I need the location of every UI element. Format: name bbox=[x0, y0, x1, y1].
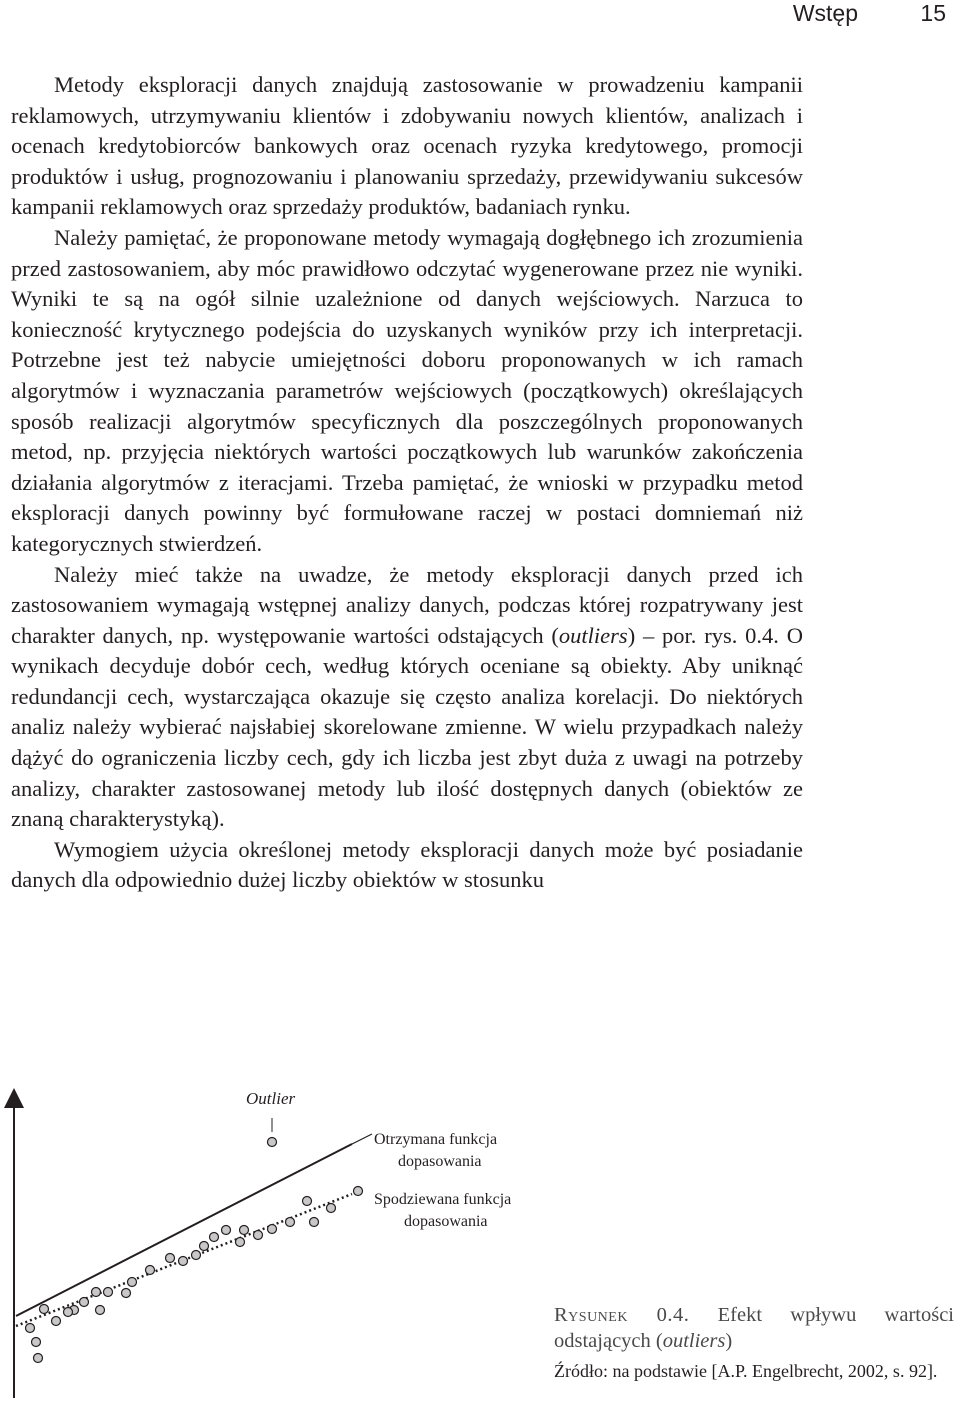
data-points bbox=[26, 1138, 363, 1363]
data-point bbox=[354, 1187, 363, 1196]
expected-function-label-line2: dopasowania bbox=[404, 1213, 488, 1230]
figure-source: Źródło: na podstawie [A.P. Engelbrecht, 2002, s. 92]. bbox=[554, 1361, 938, 1381]
data-point bbox=[192, 1251, 201, 1260]
paragraph-3-part-a: Należy mieć także na uwadze, że metody eksploracji danych przed ich zastosowaniem wymagają wstępnej analizy danych, podczas której rozpatrywany jest charakter danych, np. występowanie wartości odstających ( bbox=[11, 561, 803, 648]
data-point bbox=[52, 1317, 61, 1326]
paragraph-2: Należy pamiętać, że proponowane metody wymagają dogłębnego ich zrozumienia przed zastosowaniem, aby móc prawidłowo odczytać wygenerowane przez nie wyniki. Wyniki te są na ogół silnie uzależnione od danych wejściowych. Narzuca to konieczność krytycznego podejścia do uzyskanych wyników przy ich interpretacji. Potrzebne jest też nabycie umiejętności doboru proponowanych w ich ramach algorytmów i wyznaczania parametrów wejściowych (początkowych) określających sposób realizacji algorytmów specyficznych dla poszczególnych proponowanych metod, np. przyjęcia niektórych wartości początkowych lub warunków zakończenia działania algorytmów z iteracjami. Trzeba pamiętać, że wnioski w przypadku metod eksploracji danych powinny być formułowane raczej w postaci domniemań niż kategorycznych stwierdzeń. bbox=[11, 224, 803, 556]
data-point bbox=[240, 1226, 249, 1235]
data-point bbox=[210, 1233, 219, 1242]
outliers-term: outliers bbox=[558, 622, 628, 648]
outlier-label: Outlier bbox=[246, 1089, 296, 1108]
data-point bbox=[40, 1305, 49, 1314]
data-point bbox=[64, 1308, 73, 1317]
data-point bbox=[104, 1288, 113, 1297]
fitted-function-label-line2: dopasowania bbox=[398, 1153, 482, 1170]
figure-caption bbox=[554, 1302, 954, 1354]
paragraph-4: Wymogiem użycia określonej metody eksploracji danych może być posiadanie danych dla odpowiednio dużej liczby obiektów w stosunku bbox=[11, 836, 803, 893]
data-point bbox=[327, 1204, 336, 1213]
fitted-function-line bbox=[16, 1144, 352, 1316]
data-point bbox=[268, 1225, 277, 1234]
running-header-section: Wstęp bbox=[792, 0, 858, 26]
caption-italic-term: outliers bbox=[662, 1330, 726, 1352]
data-point bbox=[166, 1254, 175, 1263]
data-point bbox=[286, 1218, 295, 1227]
data-point bbox=[236, 1238, 245, 1247]
data-point bbox=[122, 1289, 131, 1298]
data-point bbox=[128, 1278, 137, 1287]
data-point bbox=[92, 1288, 101, 1297]
data-point bbox=[310, 1218, 319, 1227]
page-number: 15 bbox=[920, 0, 946, 26]
caption-text-a: Efekt wpływu wartości odstających ( bbox=[554, 1304, 955, 1352]
paragraph-3 bbox=[11, 560, 803, 835]
fitted-function-label-line1: Otrzymana funkcja bbox=[374, 1131, 498, 1148]
data-point bbox=[26, 1324, 35, 1333]
fitted-label-leader bbox=[352, 1134, 372, 1144]
data-point bbox=[254, 1231, 263, 1240]
data-point bbox=[34, 1354, 43, 1363]
figure-number: Rysunek 0.4. bbox=[554, 1304, 690, 1326]
data-point bbox=[80, 1298, 89, 1307]
expected-function-label-line1: Spodziewana funkcja bbox=[374, 1191, 512, 1208]
body-text bbox=[11, 70, 803, 896]
caption-text-b: ) bbox=[725, 1330, 733, 1352]
paragraph-1: Metody eksploracji danych znajdują zastosowanie w prowadzeniu kampanii reklamowych, utrzymywaniu klientów i zdobywaniu nowych klientów, analizach i ocenach kredytobiorców bankowych oraz ocenach ryzyka kredytowego, promocji produktów i usług, prognozowaniu i planowaniu sprzedaży, przewidywaniu sukcesów kampanii reklamowych oraz sprzedaży produktów, badaniach rynku. bbox=[11, 72, 803, 220]
data-point bbox=[200, 1242, 209, 1251]
paragraph-3-part-b: ) – por. rys. 0.4. O wynikach decyduje dobór cech, według których oceniane są obiekty. Aby uniknąć redundancji cech, wystarczająca okazuje się często analiza korelacji. Do niektórych analiz należy wybierać najsłabiej skorelowane zmienne. W wielu przypadkach należy dążyć do ograniczenia liczby cech, gdy ich liczba jest zbyt duża z uwagi na potrzeby analizy, charakter zastosowanej metody lub ilość dostępnych danych (obiektów ze znaną charakterystyką). bbox=[11, 622, 803, 832]
data-point bbox=[222, 1226, 231, 1235]
data-point bbox=[146, 1266, 155, 1275]
data-point bbox=[32, 1338, 41, 1347]
data-point bbox=[96, 1306, 105, 1315]
data-point bbox=[268, 1138, 277, 1147]
data-point bbox=[179, 1257, 188, 1266]
data-point bbox=[303, 1197, 312, 1206]
outlier-figure bbox=[0, 1080, 560, 1406]
